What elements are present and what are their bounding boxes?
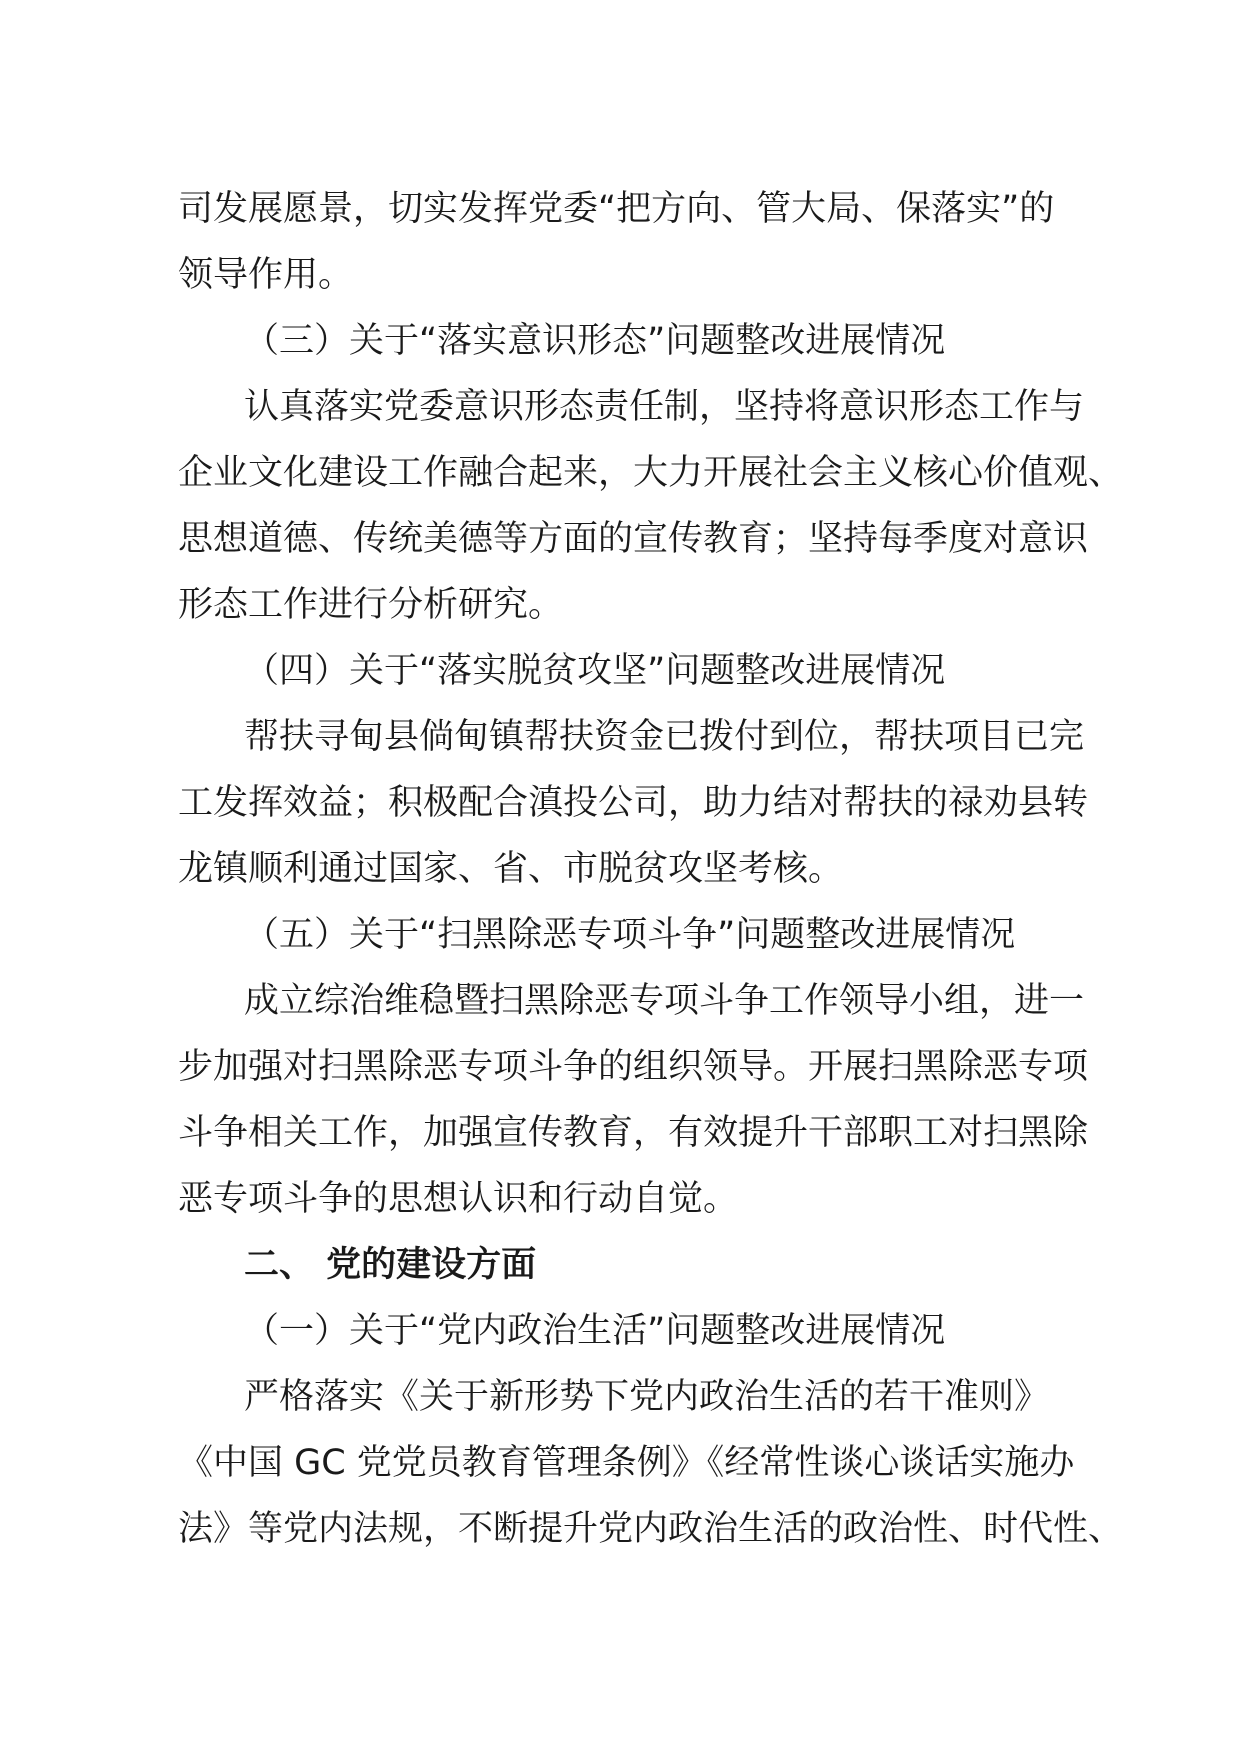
body-text-line: 工发挥效益；积极配合滇投公司，助力结对帮扶的禄劝县转 xyxy=(178,783,1089,823)
document-body xyxy=(178,176,1124,1562)
body-text-line: 思想道德、传统美德等方面的宣传教育；坚持每季度对意识 xyxy=(178,519,1089,559)
chapter-heading: 二、 党的建设方面 xyxy=(244,1245,537,1285)
body-text-line: 斗争相关工作，加强宣传教育，有效提升干部职工对扫黑除 xyxy=(178,1113,1089,1153)
section-heading: （三）关于“落实意识形态”问题整改进展情况 xyxy=(244,321,946,361)
body-text-line: 形态工作进行分析研究。 xyxy=(178,585,564,625)
body-text-line: 步加强对扫黑除恶专项斗争的组织领导。开展扫黑除恶专项 xyxy=(178,1047,1089,1087)
section-heading: （四）关于“落实脱贫攻坚”问题整改进展情况 xyxy=(244,651,946,691)
section-heading: （五）关于“扫黑除恶专项斗争”问题整改进展情况 xyxy=(244,915,1016,955)
body-text-line: 严格落实《关于新形势下党内政治生活的若干准则》 xyxy=(244,1377,1050,1417)
body-text-line: 法》等党内法规，不断提升党内政治生活的政治性、时代性、 xyxy=(178,1509,1124,1549)
body-text-line: 领导作用。 xyxy=(178,255,354,295)
body-text-line: 认真落实党委意识形态责任制，坚持将意识形态工作与 xyxy=(244,387,1085,427)
section-heading: （一）关于“党内政治生活”问题整改进展情况 xyxy=(244,1311,946,1351)
body-text-line: 成立综治维稳暨扫黑除恶专项斗争工作领导小组，进一 xyxy=(244,981,1085,1021)
body-text-line: 恶专项斗争的思想认识和行动自觉。 xyxy=(178,1179,739,1219)
body-text-line: 《中国 GC 党党员教育管理条例》《经常性谈心谈话实施办 xyxy=(178,1443,1075,1483)
body-text-line: 龙镇顺利通过国家、省、市脱贫攻坚考核。 xyxy=(178,849,844,889)
body-text-line: 帮扶寻甸县倘甸镇帮扶资金已拨付到位，帮扶项目已完 xyxy=(244,717,1085,757)
body-text-line: 司发展愿景，切实发挥党委“把方向、管大局、保落实”的 xyxy=(178,189,1055,229)
body-text-line: 企业文化建设工作融合起来，大力开展社会主义核心价值观、 xyxy=(178,453,1124,493)
